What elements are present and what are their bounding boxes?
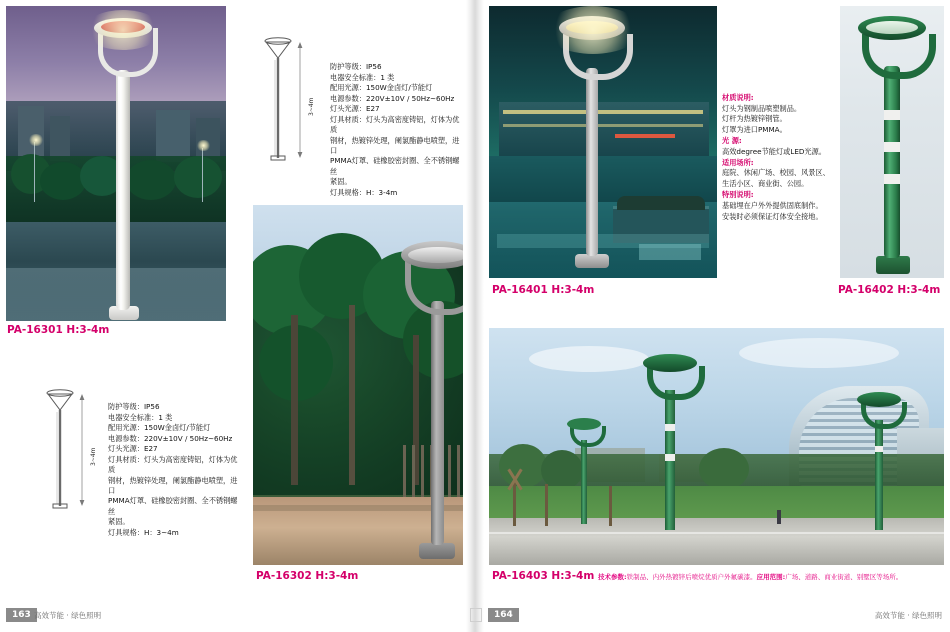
caption-pa16302: PA-16302 H:3-4m <box>256 570 359 582</box>
page-number-left: 163 <box>6 608 37 622</box>
dimension-label-1: 3~4m <box>308 97 315 116</box>
caption-pa16403: PA-16403 H:3-4m 技术参数:铁制品、内外热镀锌后喷烷优质户外氟碳漆。应用范围:广场、道路、商业街道、别墅区等场所。 <box>492 570 903 582</box>
product-photo-pa16301 <box>6 6 226 321</box>
product-photo-pa16401 <box>489 6 717 278</box>
product-photo-pa16302 <box>253 205 463 565</box>
page-spine <box>466 0 484 632</box>
caption-pa16401: PA-16401 H:3-4m <box>492 284 595 296</box>
product-photo-pa16403 <box>489 328 944 565</box>
footer-text-left: 高效节能 · 绿色照明 <box>34 611 102 620</box>
caption-pa16402: PA-16402 H:3-4m <box>838 284 941 296</box>
dimension-label-2: 3~4m <box>90 447 97 466</box>
footer-text-right: 高效节能 · 绿色照明 <box>874 611 942 620</box>
spec-block-2: 防护等级：IP56 电器安全标准：1 类 配用光源：150W金卤灯/节能灯 电源参数：220V±10V / 50Hz~60Hz 灯头光源：E27 灯具材质：灯头为高密度铸铝，灯体为优质 钢材，热镀锌处理，阑氯酯静电喷塑，进口 PMMA灯罩、硅橡胶密封圈、全不锈钢螺丝 紧固。 灯具规格：H：3~4m <box>108 402 238 537</box>
page-footer <box>0 602 950 632</box>
page-number-right: 164 <box>488 608 519 622</box>
material-note-block: 材质说明: 灯头为钢制品喷塑制品。 灯杆为热镀锌钢管。 灯罩为进口PMMA。 光 源: 高效degree节能灯或LED光源。 适用场所: 庭院、休闲广场、校园、风景区、 生活小区、商业街、公园。 特别说明: 基础埋在户外外提供固底制作。 安装时必须保证灯体安全接地。 <box>722 92 830 221</box>
caption-pa16301: PA-16301 H:3-4m <box>7 324 110 336</box>
tech-note: 技术参数:铁制品、内外热镀锌后喷烷优质户外氟碳漆。应用范围:广场、道路、商业街道、别墅区等场所。 <box>597 573 903 581</box>
line-drawing-pa16301 <box>248 30 318 170</box>
product-photo-pa16402 <box>840 6 944 278</box>
line-drawing-pa16302 <box>30 380 100 520</box>
spec-block-1: 防护等级：IP56 电器安全标准：1 类 配用光源：150W金卤灯/节能灯 电源参数：220V±10V / 50Hz~60Hz 灯头光源：E27 灯具材质：灯头为高密度铸铝，灯体为优质 钢材，热镀锌处理，阑氯酯静电喷塑，进口 PMMA灯罩、硅橡胶密封圈、全不锈钢螺丝 紧固。 灯具规格：H：3-4m <box>330 62 460 197</box>
